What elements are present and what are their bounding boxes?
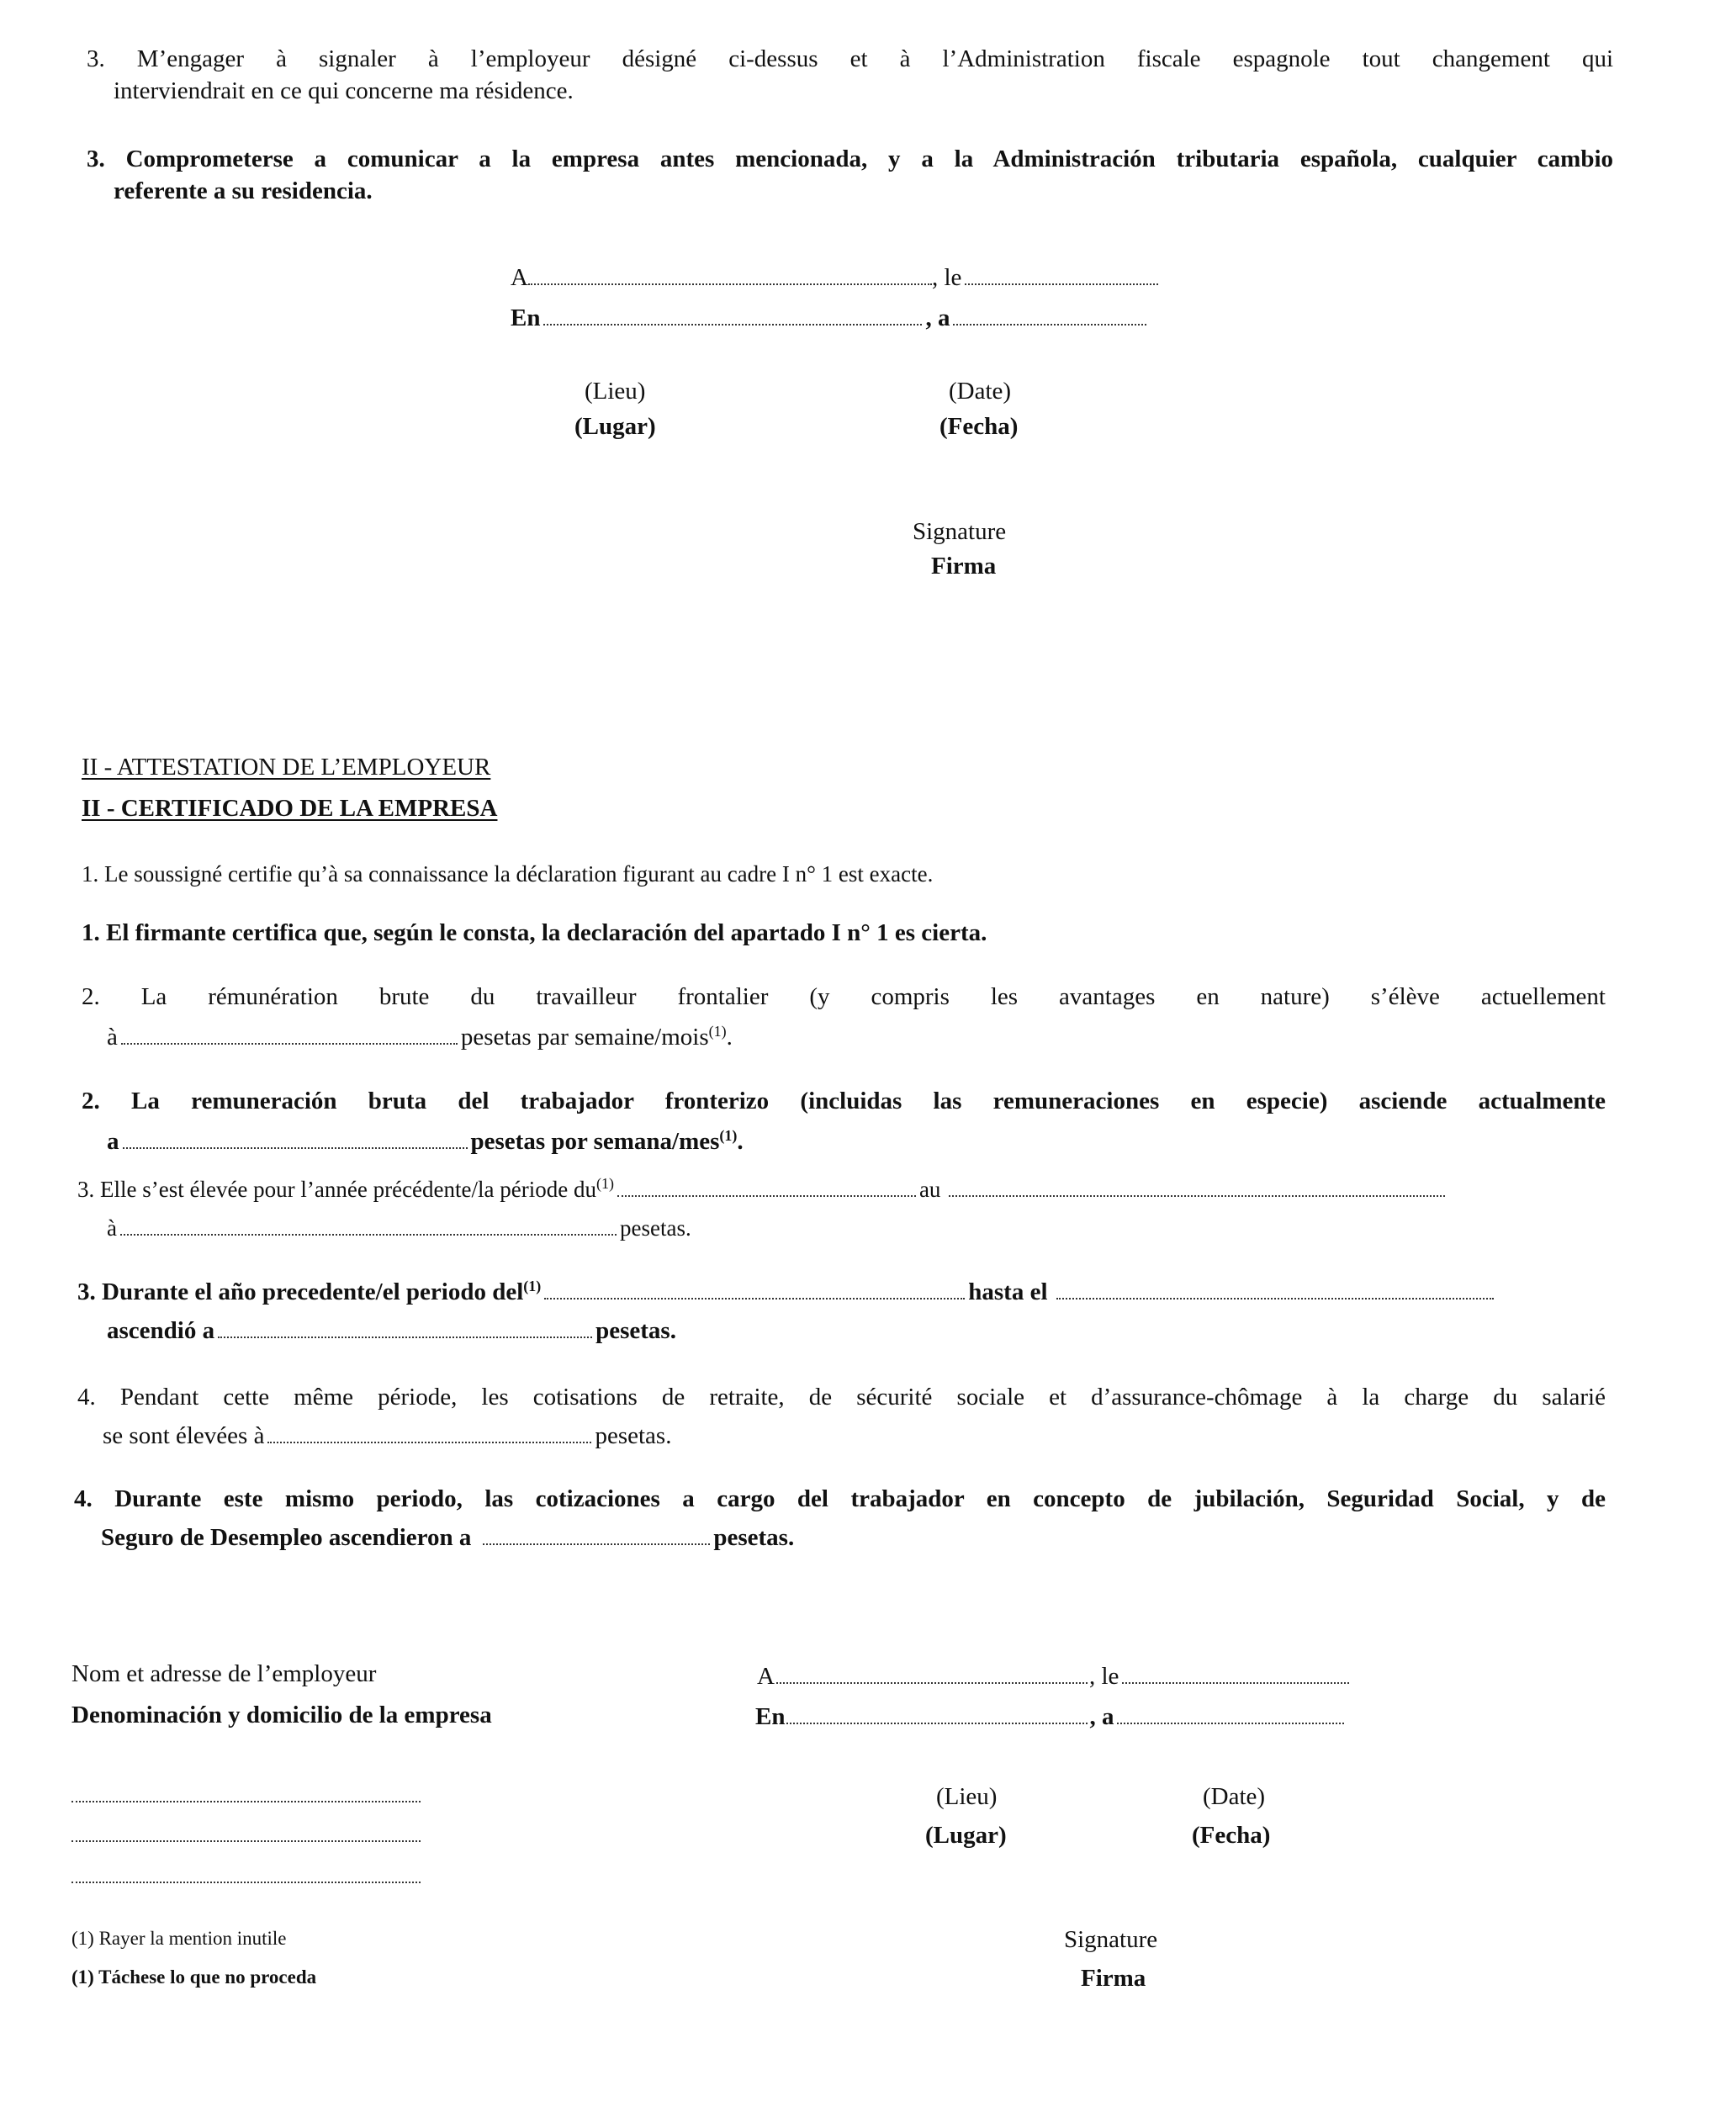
firma-label: Firma bbox=[931, 553, 997, 580]
item1-es: 1. El firmante certifica que, según le consta, la declaración del apartado I n° 1 es cierta. bbox=[82, 919, 987, 946]
employer-label-fr: Nom et adresse de l’employeur bbox=[71, 1660, 377, 1687]
salary-field-es[interactable] bbox=[123, 1146, 468, 1149]
employer-firma-label: Firma bbox=[1081, 1965, 1146, 1992]
item3-es-amount: ascendió a pesetas. bbox=[107, 1317, 676, 1344]
employer-lugar-label: (Lugar) bbox=[925, 1822, 1007, 1849]
employer-address-line-3[interactable] bbox=[71, 1881, 421, 1883]
employer-date-field-es[interactable] bbox=[1117, 1722, 1344, 1724]
item3-es-period: 3. Durante el año precedente/el periodo del$^{(1)}$ hasta el bbox=[77, 1278, 1497, 1305]
period-from-field-es[interactable] bbox=[544, 1297, 965, 1299]
item3-es-line2: referente a su residencia. bbox=[114, 177, 373, 204]
employer-date-field[interactable] bbox=[1122, 1681, 1349, 1684]
item2-fr-line1: 2. La rémunération brute du travailleur frontalier (y compris les avantages en nature) s’élève actuellement bbox=[82, 983, 1606, 1010]
footnote-fr: (1) Rayer la mention inutile bbox=[71, 1928, 287, 1949]
employer-place-date-fr: A , le bbox=[757, 1665, 1352, 1689]
section-heading-es: II - CERTIFICADO DE LA EMPRESA bbox=[82, 795, 498, 822]
item4-es-line2: Seguro de Desempleo ascendieron a pesetas. bbox=[101, 1524, 795, 1551]
item2-fr-line2: à pesetas par semaine/mois$^{(1)}$. bbox=[107, 1023, 733, 1051]
contributions-field[interactable] bbox=[267, 1441, 591, 1443]
place-label: A bbox=[511, 264, 528, 291]
period-to-field[interactable] bbox=[949, 1194, 1445, 1197]
item4-fr-line2: se sont élevées à pesetas. bbox=[103, 1422, 672, 1449]
amount-field[interactable] bbox=[120, 1233, 617, 1236]
employer-label-es: Denominación y domicilio de la empresa bbox=[71, 1702, 492, 1728]
place-date-es bbox=[511, 306, 1150, 331]
employer-signature-label: Signature bbox=[1064, 1926, 1158, 1953]
item4-es-line1: 4. Durante este mismo periodo, las cotizaciones a cargo del trabajador en concepto de jubilación, Seguridad Social, y de bbox=[74, 1485, 1606, 1512]
employer-lieu-label: (Lieu) bbox=[936, 1783, 998, 1810]
item2-es-line1: 2. La remuneración bruta del trabajador fronterizo (incluidas las remuneraciones en especie) asciende actualmente bbox=[82, 1088, 1606, 1114]
date-label: , le bbox=[931, 264, 962, 291]
item2-es-line2: a pesetas por semana/mes$^{(1)}$. bbox=[107, 1127, 744, 1155]
footnote-ref: (1) bbox=[708, 1023, 727, 1040]
employer-place-field-es[interactable] bbox=[786, 1722, 1088, 1724]
item3-es-line1: 3. Comprometerse a comunicar a la empresa antes mencionada, y a la Administración tributaria española, cualquier cambio bbox=[87, 146, 1613, 172]
place-label-es: En bbox=[511, 304, 541, 331]
date-caption: (Date) bbox=[949, 378, 1012, 405]
signature-label: Signature bbox=[913, 518, 1007, 545]
footnote-es: (1) Táchese lo que no proceda bbox=[71, 1966, 317, 1988]
date-label-es: , a bbox=[925, 304, 950, 331]
date-field-es[interactable] bbox=[953, 323, 1146, 326]
item3-fr-line1: 3. M’engager à signaler à l’employeur désigné ci-dessus et à l’Administration fiscale espagnole tout changement qui bbox=[87, 45, 1613, 72]
place-date-fr bbox=[511, 266, 1162, 290]
item4-fr-line1: 4. Pendant cette même période, les cotisations de retraite, de sécurité sociale et d’assurance-chômage à la charge du salarié bbox=[77, 1384, 1606, 1411]
fecha-label: (Fecha) bbox=[939, 413, 1019, 440]
employer-fecha-label: (Fecha) bbox=[1192, 1822, 1271, 1849]
employer-place-field[interactable] bbox=[776, 1681, 1088, 1684]
period-to-field-es[interactable] bbox=[1056, 1297, 1494, 1299]
item1-fr: 1. Le soussigné certifie qu’à sa connaissance la déclaration figurant au cadre I n° 1 est exacte. bbox=[82, 861, 934, 887]
contributions-field-es[interactable] bbox=[483, 1543, 710, 1545]
employer-date-caption: (Date) bbox=[1203, 1783, 1266, 1810]
place-field[interactable] bbox=[528, 283, 932, 285]
lieu-label: (Lieu) bbox=[585, 378, 646, 405]
employer-place-date-es: En , a bbox=[755, 1705, 1347, 1729]
date-field[interactable] bbox=[965, 283, 1158, 285]
employer-address-line-2[interactable] bbox=[71, 1839, 421, 1842]
amount-field-es[interactable] bbox=[218, 1336, 592, 1338]
lugar-label: (Lugar) bbox=[574, 413, 656, 440]
employer-address-line-1[interactable] bbox=[71, 1800, 421, 1802]
item3-fr-amount: à pesetas. bbox=[107, 1215, 691, 1241]
period-from-field[interactable] bbox=[617, 1194, 916, 1197]
place-field-es[interactable] bbox=[543, 323, 922, 326]
item3-fr-line2: interviendrait en ce qui concerne ma résidence. bbox=[114, 77, 574, 104]
item3-fr-period: 3. Elle s’est élevée pour l’année précédente/la période $du^{(1)}$ au bbox=[77, 1176, 1448, 1201]
section-heading-fr: II - ATTESTATION DE L’EMPLOYEUR bbox=[82, 754, 491, 781]
salary-field[interactable] bbox=[121, 1042, 458, 1045]
